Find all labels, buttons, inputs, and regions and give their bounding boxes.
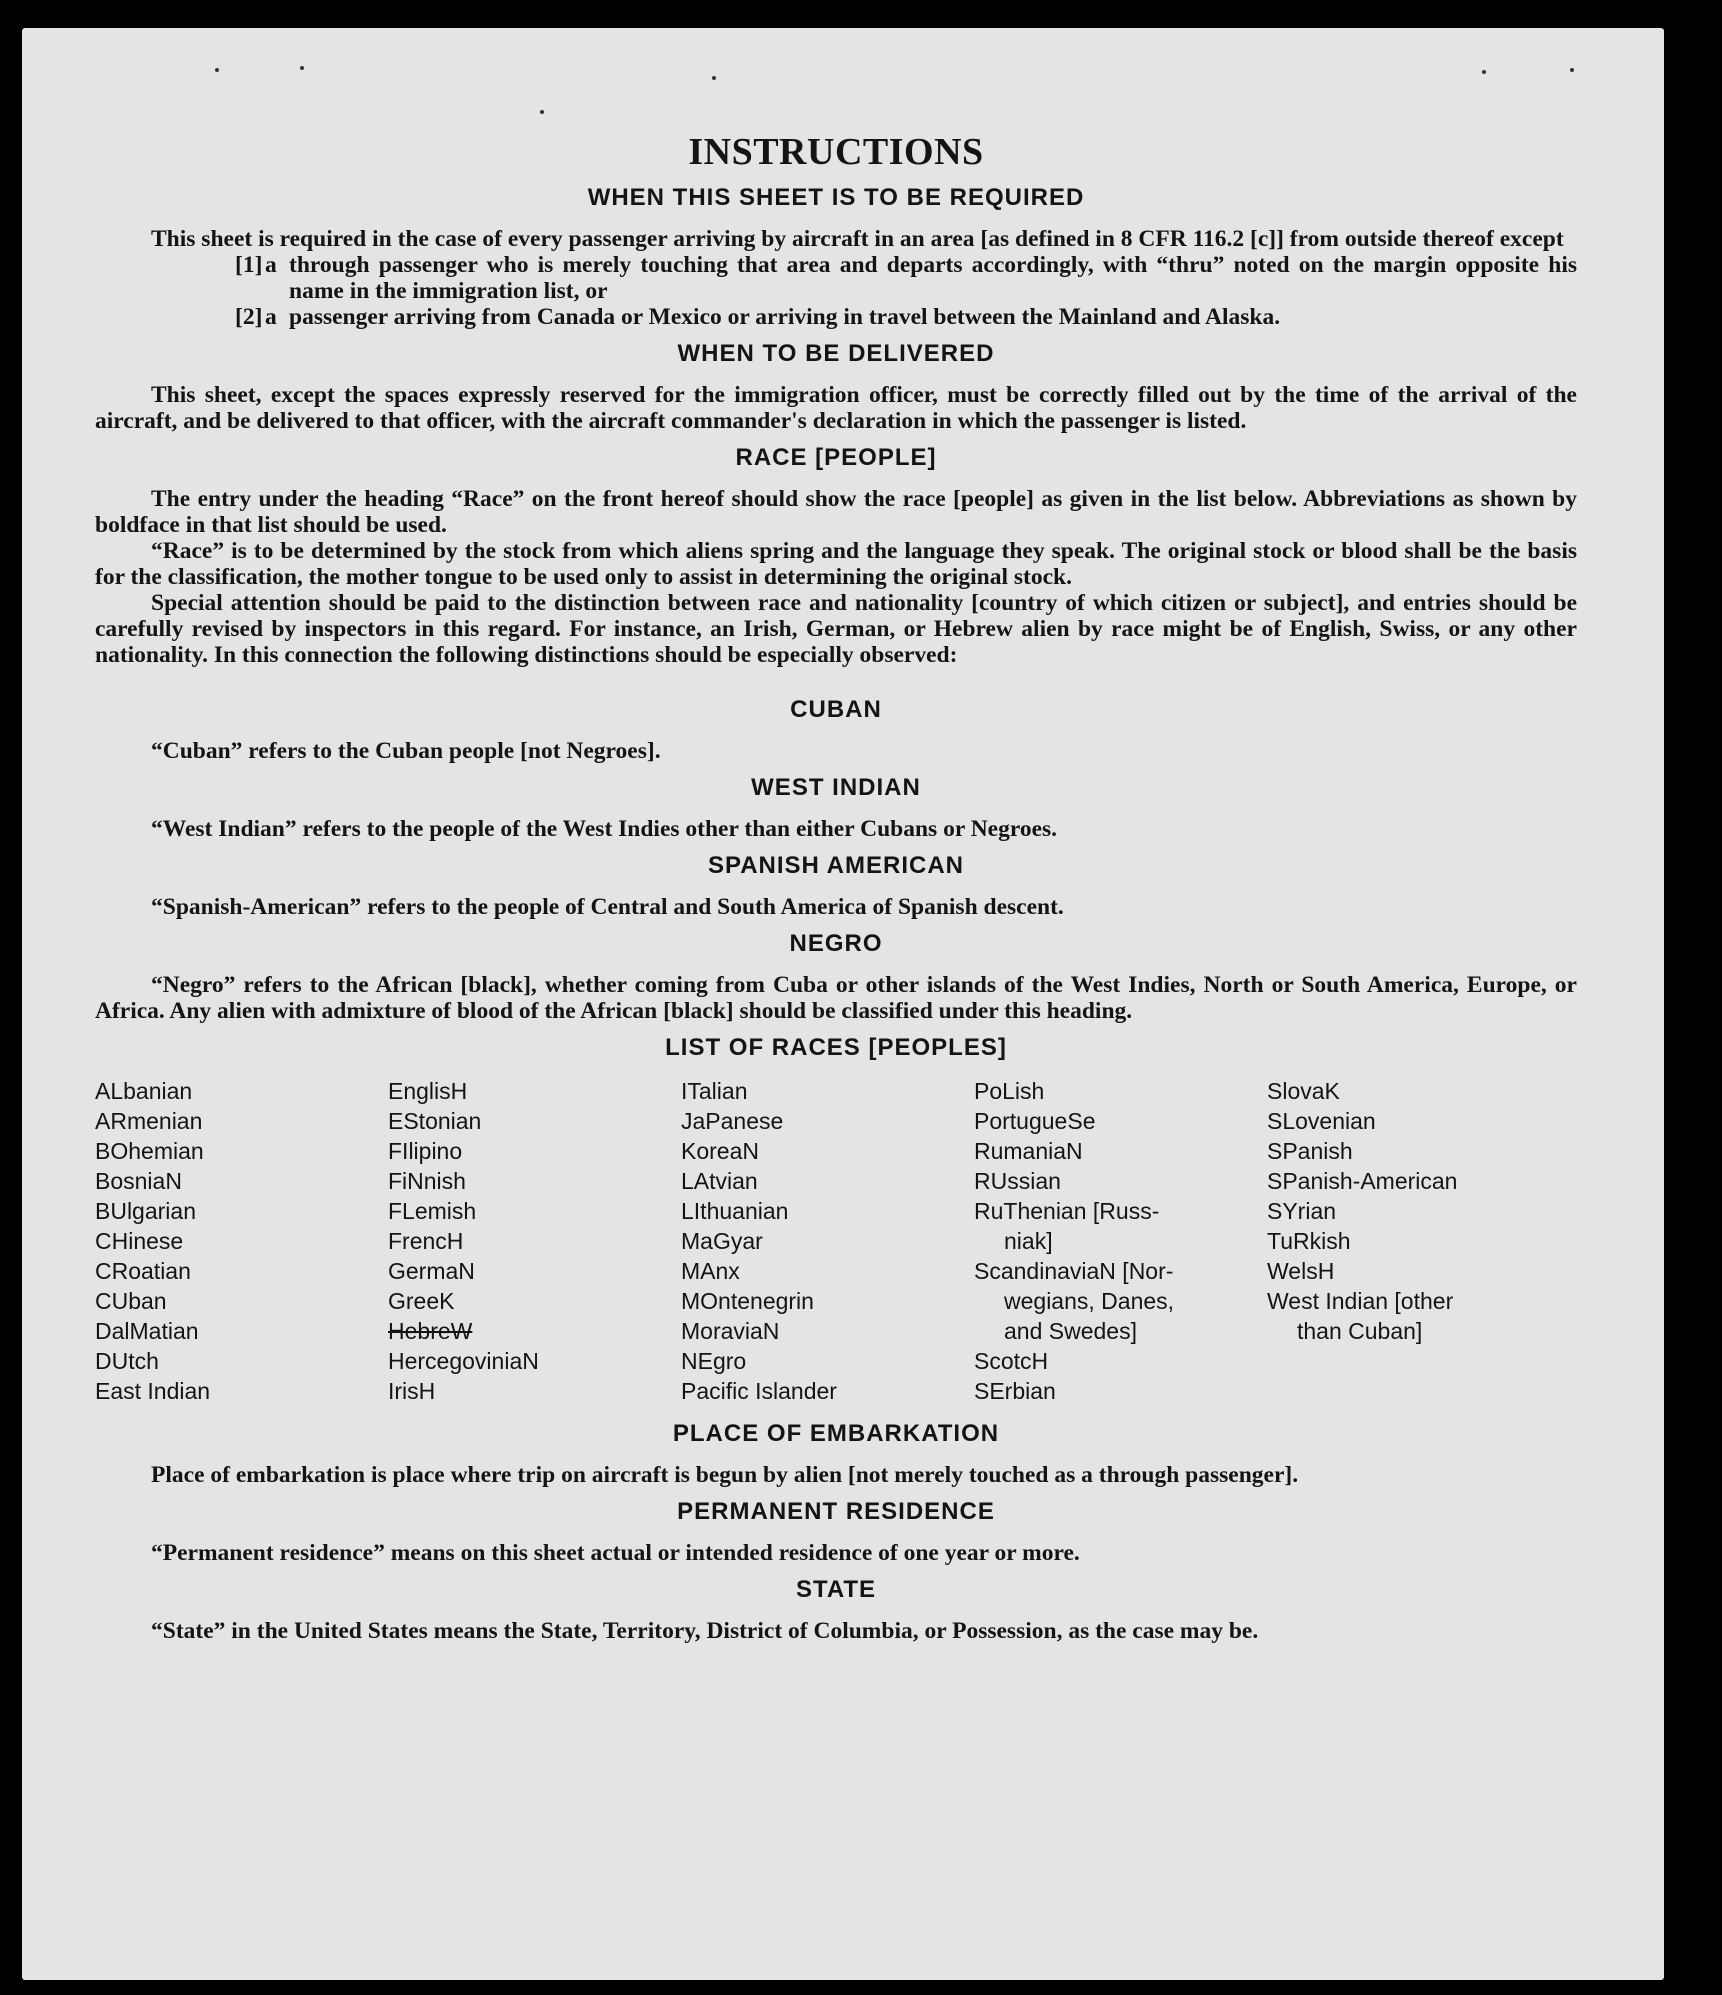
race-entry: MAnx [681, 1258, 740, 1284]
race-entry: MOntenegrin [681, 1288, 814, 1314]
race-column-3 [681, 1076, 974, 1406]
list-item-letter: a [265, 304, 277, 330]
list-item-text: through passenger who is merely touching that area and departs accordingly, with “thru” noted on the margin opposite his name in the immigration list, or [289, 252, 1577, 304]
section-heading-delivered: WHEN TO BE DELIVERED [677, 340, 995, 367]
list-item-number: [2] [235, 304, 263, 330]
section-heading-state: STATE [795, 1576, 877, 1603]
list-item [235, 252, 1577, 304]
race-entry: SPanish [1267, 1138, 1353, 1164]
paragraph-west-indian: “West Indian” refers to the people of the West Indies other than either Cubans or Negroes. [151, 816, 1058, 842]
race-entry: ARmenian [95, 1108, 203, 1134]
speck [712, 76, 716, 80]
paragraph-state: “State” in the United States means the State, Territory, District of Columbia, or Possession, as the case may be. [151, 1618, 1259, 1644]
race-entry: MaGyar [681, 1228, 763, 1254]
race-entry: IrisH [388, 1378, 436, 1404]
race-entry: GermaN [388, 1258, 475, 1284]
race-entry: SPanish-American [1267, 1168, 1458, 1194]
race-entry: DalMatian [95, 1318, 199, 1344]
race-entry: FrencH [388, 1228, 464, 1254]
race-entry: HercegoviniaN [388, 1348, 539, 1374]
race-entry: RUssian [974, 1168, 1061, 1194]
paragraph-race-3: Special attention should be paid to the distinction between race and nationality [country of which citizen or subject], and entries should be carefully revised by inspectors in this regard. For instance, an Irish, German, or Hebrew alien by race might be of English, Swiss, or any other nationality. In this connection the following distinctions should be especially observed: [95, 590, 1577, 668]
race-entry: FiNnish [388, 1168, 466, 1194]
race-entry: SYrian [1267, 1198, 1337, 1224]
speck [215, 68, 219, 72]
race-list [95, 1076, 1577, 1406]
race-entry: CUban [95, 1288, 167, 1314]
list-item-letter: a [265, 252, 277, 278]
race-entry: TuRkish [1267, 1228, 1351, 1254]
race-entry: FLemish [388, 1198, 477, 1224]
race-entry: NEgro [681, 1348, 747, 1374]
race-entry: EnglisH [388, 1078, 468, 1104]
race-entry: FIlipino [388, 1138, 463, 1164]
race-entry: KoreaN [681, 1138, 759, 1164]
race-entry: ITalian [681, 1078, 748, 1104]
paragraph-embarkation: Place of embarkation is place where trip on aircraft is begun by alien [not merely touched as a through passenger]. [151, 1462, 1299, 1488]
race-entry: LIthuanian [681, 1198, 789, 1224]
race-entry: ScotcH [974, 1348, 1049, 1374]
race-column-2 [388, 1076, 681, 1406]
speck [1570, 68, 1574, 72]
race-entry: PoLish [974, 1078, 1045, 1104]
race-entry: EStonian [388, 1108, 482, 1134]
race-entry-continuation: wegians, Danes, [1004, 1288, 1175, 1314]
race-entry: CHinese [95, 1228, 184, 1254]
section-heading-list-of-races: LIST OF RACES [PEOPLES] [665, 1034, 1007, 1061]
race-entry-continuation: than Cuban] [1297, 1318, 1423, 1344]
speck [540, 110, 544, 114]
section-heading-cuban: CUBAN [790, 696, 882, 723]
race-entry: RuThenian [Russ- [974, 1198, 1160, 1224]
race-entry: WelsH [1267, 1258, 1335, 1284]
paragraph-spanish-american: “Spanish-American” refers to the people of Central and South America of Spanish descent. [151, 894, 1064, 920]
race-entry: SErbian [974, 1378, 1056, 1404]
race-entry: East Indian [95, 1378, 211, 1404]
instructions-page [95, 130, 1577, 1644]
race-entry: BosniaN [95, 1168, 182, 1194]
paragraph-cuban: “Cuban” refers to the Cuban people [not Negroes]. [151, 738, 661, 764]
section-heading-negro: NEGRO [789, 930, 883, 957]
race-entry: BOhemian [95, 1138, 204, 1164]
race-entry: SLovenian [1267, 1108, 1376, 1134]
race-entry: ScandinaviaN [Nor- [974, 1258, 1174, 1284]
race-entry: Pacific Islander [681, 1378, 837, 1404]
race-entry: CRoatian [95, 1258, 191, 1284]
paragraph-negro: “Negro” refers to the African [black], whether coming from Cuba or other islands of the West Indies, North or South America, Europe, or Africa. Any alien with admixture of blood of the African [black] should be classified under this heading. [95, 972, 1577, 1024]
race-entry-continuation: and Swedes] [1004, 1318, 1137, 1344]
page-title: INSTRUCTIONS [688, 131, 984, 173]
race-column-4 [974, 1076, 1267, 1406]
paragraph-race-1: The entry under the heading “Race” on the front hereof should show the race [people] as given in the list below. Abbreviations as shown by boldface in that list should be used. [95, 486, 1577, 538]
race-entry: West Indian [other [1267, 1288, 1454, 1314]
section-heading-embarkation: PLACE OF EMBARKATION [672, 1420, 1000, 1447]
race-entry: DUtch [95, 1348, 159, 1374]
race-entry: GreeK [388, 1288, 455, 1314]
paragraph-delivered: This sheet, except the spaces expressly reserved for the immigration officer, must be correctly filled out by the time of the arrival of the aircraft, and be delivered to that officer, with the aircraft commander's declaration in which the passenger is listed. [95, 382, 1577, 434]
section-heading-when-required: WHEN THIS SHEET IS TO BE REQUIRED [587, 184, 1085, 211]
race-entry: BUlgarian [95, 1198, 196, 1224]
race-entry: PortugueSe [974, 1108, 1096, 1134]
paragraph-residence: “Permanent residence” means on this sheet actual or intended residence of one year or more. [151, 1540, 1080, 1566]
section-heading-race: RACE [PEOPLE] [735, 444, 937, 471]
race-entry: SlovaK [1267, 1078, 1340, 1104]
race-column-1 [95, 1076, 388, 1406]
race-entry: RumaniaN [974, 1138, 1083, 1164]
race-entry-continuation: niak] [1004, 1228, 1053, 1254]
speck [300, 66, 304, 70]
speck [1482, 70, 1486, 74]
race-entry: ALbanian [95, 1078, 193, 1104]
race-column-5 [1267, 1076, 1560, 1406]
paragraph-required: This sheet is required in the case of every passenger arriving by aircraft in an area [as defined in 8 CFR 116.2 [c]] from outside thereof except [151, 226, 1564, 252]
race-entry: MoraviaN [681, 1318, 780, 1344]
race-entry: HebreW [388, 1318, 473, 1344]
list-item-text: passenger arriving from Canada or Mexico or arriving in travel between the Mainland and Alaska. [289, 304, 1281, 330]
section-heading-west-indian: WEST INDIAN [751, 774, 921, 801]
list-item [235, 304, 1577, 330]
section-heading-spanish-american: SPANISH AMERICAN [707, 852, 964, 879]
race-entry: LAtvian [681, 1168, 758, 1194]
list-item-number: [1] [235, 252, 263, 278]
section-heading-residence: PERMANENT RESIDENCE [677, 1498, 995, 1525]
race-entry: JaPanese [681, 1108, 784, 1134]
paragraph-race-2: “Race” is to be determined by the stock from which aliens spring and the language they speak. The original stock or blood shall be the basis for the classification, the mother tongue to be used only to assist in determining the original stock. [95, 538, 1577, 590]
